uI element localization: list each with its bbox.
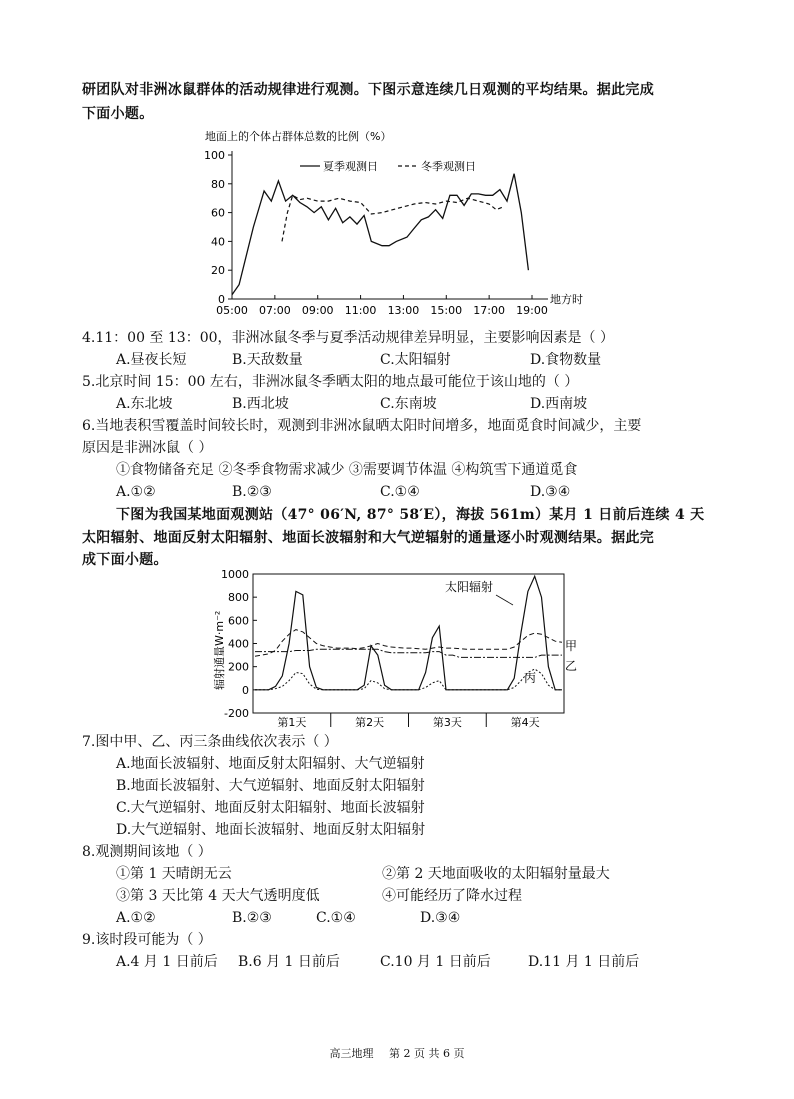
q6-option-a[interactable]: A.①② — [116, 484, 156, 500]
intro-2-line-1: 下图为我国某地面观测站（47° 06′N, 87° 58′E），海拔 561m）某月 1 日前后连续 4 天 — [116, 507, 705, 523]
chart1-axes — [232, 151, 548, 299]
legend-summer-label: 夏季观测日 — [323, 160, 378, 173]
legend-winter-label: 冬季观测日 — [421, 160, 476, 173]
q8-option-d[interactable]: D.③④ — [420, 910, 461, 926]
q4-stem: 4.11：00 至 13：00，非洲冰鼠冬季与夏季活动规律差异明显，主要影响因素是（ ） — [82, 330, 614, 346]
q5-option-b[interactable]: B.西北坡 — [232, 396, 289, 412]
chart2-frame — [253, 574, 564, 713]
chart1-x-ticks — [216, 295, 548, 317]
chart1-y-tick-label: 80 — [211, 177, 225, 191]
intro-2-line-3: 成下面小题。 — [82, 552, 168, 568]
q7-option-b[interactable]: B.地面长波辐射、大气逆辐射、地面反射太阳辐射 — [116, 778, 425, 794]
chart2-day-label: 第1天 — [277, 716, 307, 729]
series-summer-line — [232, 174, 528, 295]
chart2-y-tick-label: 0 — [242, 683, 249, 697]
series-jia — [255, 630, 562, 657]
chart1-x-tick-label: 11:00 — [344, 304, 377, 317]
q9-option-a[interactable]: A.4 月 1 日前后 — [116, 954, 218, 970]
series-bing — [255, 669, 562, 690]
chart2-y-tick-label: 800 — [228, 591, 249, 605]
chart2-y-tick-label: 200 — [228, 660, 249, 674]
chart2-y-tick-label: 400 — [228, 637, 249, 651]
series-solar-radiation — [255, 576, 562, 690]
chart2-day-labels — [277, 713, 539, 729]
q7-option-c[interactable]: C.大气逆辐射、地面反射太阳辐射、地面长波辐射 — [116, 800, 425, 816]
chart1-y-tick-label: 0 — [218, 293, 225, 306]
chart1-ylabel: 地面上的个体占群体总数的比例（%） — [205, 130, 392, 143]
footer-subject: 高三地理 — [329, 1047, 374, 1060]
label-bing: 丙 — [524, 671, 537, 685]
radiation-flux-chart — [0, 565, 794, 735]
q8-stem: 8.观测期间该地（ ） — [82, 844, 212, 860]
series-yi — [255, 649, 562, 657]
chart2-y-tick-label: 1000 — [221, 568, 249, 581]
activity-line-chart — [0, 125, 794, 325]
q6-option-b[interactable]: B.②③ — [232, 484, 272, 500]
q4-option-b[interactable]: B.天敌数量 — [232, 352, 303, 368]
q4-option-d[interactable]: D.食物数量 — [530, 352, 602, 368]
q7-stem: 7.图中甲、乙、丙三条曲线依次表示（ ） — [82, 734, 338, 750]
chart2-y-ticks — [221, 568, 257, 720]
chart2-axes — [253, 574, 564, 713]
q4-option-c[interactable]: C.太阳辐射 — [380, 352, 451, 368]
chart2-ylabel: 辐射通量W·m⁻² — [213, 610, 226, 690]
label-solar-radiation: 太阳辐射 — [445, 580, 494, 594]
chart1-x-tick-label: 13:00 — [387, 304, 420, 317]
label-solar-leader — [496, 595, 513, 605]
q8-option-b[interactable]: B.②③ — [232, 910, 272, 926]
chart1-y-tick-label: 100 — [204, 149, 225, 162]
chart2-day-label: 第2天 — [355, 716, 385, 729]
q9-option-d[interactable]: D.11 月 1 日前后 — [528, 954, 640, 970]
chart2-y-tick-label: -200 — [224, 707, 249, 720]
q4-option-a[interactable]: A.昼夜长短 — [116, 352, 187, 368]
q8-item-1: ①第 1 天晴朗无云 — [116, 866, 232, 882]
q6-stem-line-1: 6.当地表积雪覆盖时间较长时，观测到非洲冰鼠晒太阳时间增多，地面觅食时间减少，主要 — [82, 418, 642, 434]
q9-option-c[interactable]: C.10 月 1 日前后 — [380, 954, 491, 970]
chart1-xlabel: 地方时 — [550, 293, 583, 306]
chart1-y-ticks — [204, 149, 232, 306]
q6-option-c[interactable]: C.①④ — [380, 484, 420, 500]
q5-stem: 5.北京时间 15：00 左右，非洲冰鼠冬季晒太阳的地点最可能位于该山地的（ ） — [82, 374, 579, 390]
chart2-day-label: 第4天 — [510, 716, 540, 729]
chart1-y-tick-label: 40 — [211, 235, 225, 249]
q8-item-3: ③第 3 天比第 4 天大气透明度低 — [116, 888, 320, 904]
q9-option-b[interactable]: B.6 月 1 日前后 — [238, 954, 340, 970]
chart1-x-tick-label: 09:00 — [301, 304, 334, 317]
chart2-y-tick-label: 600 — [228, 614, 249, 628]
chart2-day-label: 第3天 — [432, 716, 462, 729]
chart1-y-tick-label: 60 — [211, 206, 225, 220]
chart1-x-tick-label: 05:00 — [216, 304, 248, 317]
q9-stem: 9.该时段可能为（ ） — [82, 932, 212, 948]
q8-item-2: ②第 2 天地面吸收的太阳辐射量最大 — [382, 866, 610, 882]
label-jia: 甲 — [565, 639, 578, 653]
chart1-x-tick-label: 17:00 — [473, 304, 505, 317]
intro-1-line-2: 下面小题。 — [82, 106, 154, 122]
chart1-x-tick-label: 07:00 — [259, 304, 291, 317]
q7-option-a[interactable]: A.地面长波辐射、地面反射太阳辐射、大气逆辐射 — [116, 756, 425, 772]
q6-stem-line-2: 原因是非洲冰鼠（ ） — [82, 440, 213, 456]
intro-1-line-1: 研团队对非洲冰鼠群体的活动规律进行观测。下图示意连续几日观测的平均结果。据此完成 — [82, 82, 654, 98]
label-yi: 乙 — [565, 659, 578, 673]
q6-option-d[interactable]: D.③④ — [530, 484, 571, 500]
q8-item-4: ④可能经历了降水过程 — [382, 888, 522, 904]
series-winter-line — [282, 195, 503, 241]
chart1-x-tick-label: 19:00 — [516, 304, 548, 317]
chart1-x-tick-label: 15:00 — [430, 304, 463, 317]
q5-option-a[interactable]: A.东北坡 — [116, 396, 173, 412]
intro-2-line-2: 太阳辐射、地面反射太阳辐射、地面长波辐射和大气逆辐射的通量逐小时观测结果。据此完 — [82, 530, 654, 546]
q7-option-d[interactable]: D.大气逆辐射、地面长波辐射、地面反射太阳辐射 — [116, 822, 426, 838]
page-footer — [0, 1045, 794, 1061]
q6-items: ①食物储备充足 ②冬季食物需求减少 ③需要调节体温 ④构筑雪下通道觅食 — [116, 462, 578, 478]
q8-option-a[interactable]: A.①② — [116, 910, 156, 926]
footer-page-number: 第 2 页 共 6 页 — [389, 1047, 465, 1060]
q8-option-c[interactable]: C.①④ — [316, 910, 356, 926]
q5-option-c[interactable]: C.东南坡 — [380, 396, 437, 412]
q5-option-d[interactable]: D.西南坡 — [530, 396, 588, 412]
chart1-y-tick-label: 20 — [211, 264, 225, 278]
